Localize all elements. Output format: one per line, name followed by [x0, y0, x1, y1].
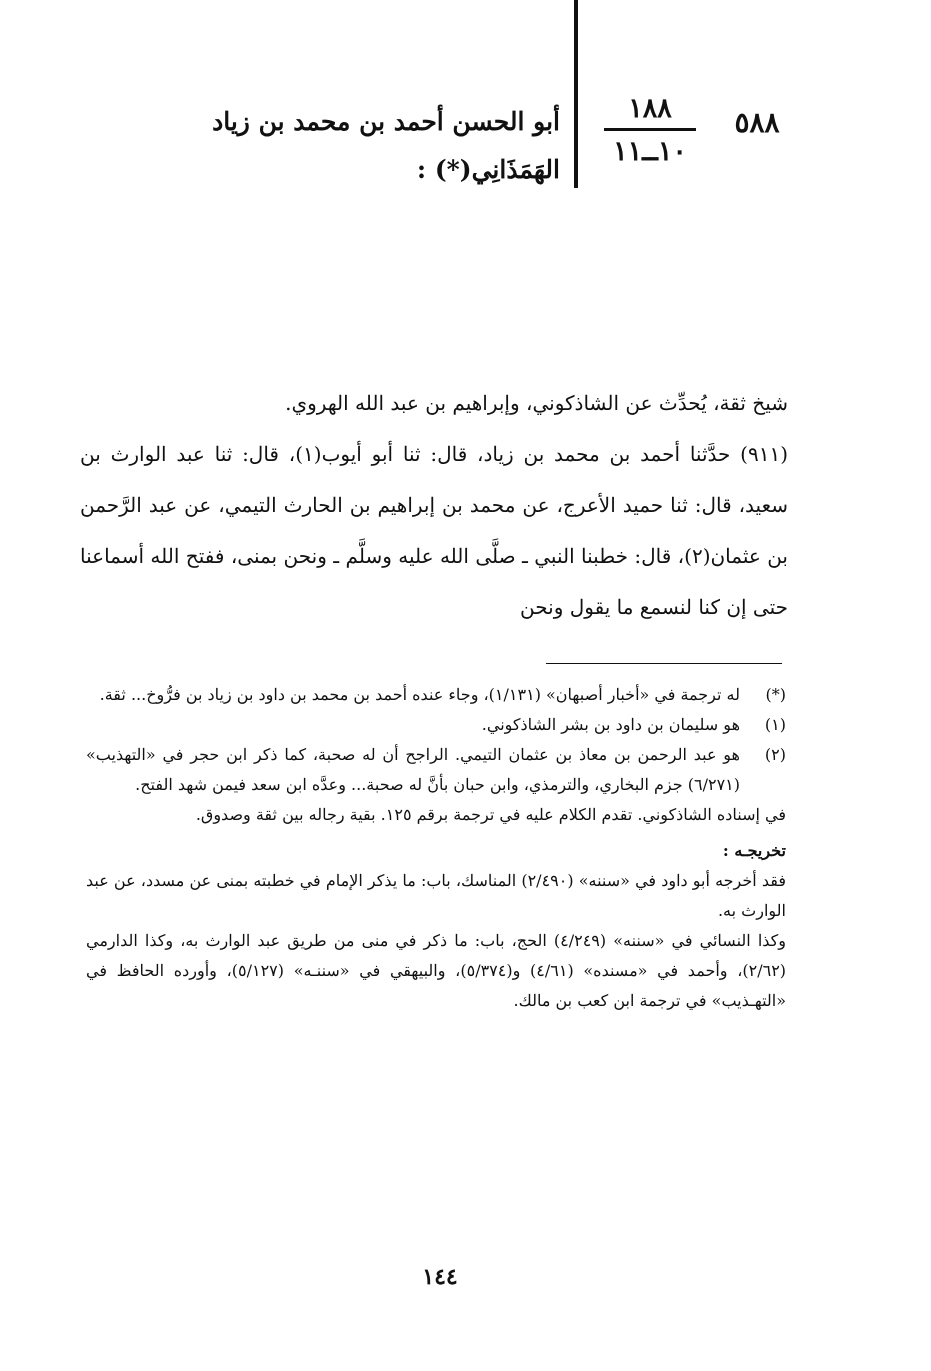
footnote-item — [86, 710, 786, 740]
takhrij-paragraph-1: فقد أخرجه أبو داود في «سننه» (٢/٤٩٠) المناسك، باب: ما يذكر الإمام في خطبته بمنى عن مسدد، عن عبد الوارث به. — [86, 871, 786, 920]
fraction-top: ١٨٨ — [628, 93, 672, 124]
main-text — [80, 378, 788, 633]
footnote-mark: (٢) — [764, 745, 786, 764]
takhrij-heading: تخريجـه : — [722, 841, 786, 860]
entry-number: ٥٨٨ — [734, 106, 780, 139]
entry-title — [180, 98, 560, 194]
intro-paragraph: شيخ ثقة، يُحدِّث عن الشاذكوني، وإبراهيم بن عبد الله الهروي. — [285, 391, 788, 415]
footnotes — [86, 680, 786, 1016]
footnote-item — [86, 680, 786, 710]
takhrij-paragraph-2: وكذا النسائي في «سننه» (٤/٢٤٩) الحج، باب: ما ذكر في منى من طريق عبد الوارث به، وكذا الدارمي (٢/٦٢)، وأحمد في «مسنده» (٤/٦١) و(٥/٣٧٤)، والبيهقي في «سننـه» (٥/١٢٧)، وأورده الحافظ في «التهـذيب» في ترجمة ابن كعب بن مالك. — [86, 931, 787, 1010]
footnote-mark: (١) — [764, 715, 786, 734]
entry-fraction — [596, 92, 704, 169]
title-line-1: أبو الحسن أحمد بن محمد بن زياد — [212, 107, 560, 136]
footnote-text: هو عبد الرحمن بن معاذ بن عثمان التيمي. الراجح أن له صحبة، كما ذكر ابن حجر في «التهذيب» (٦/٢٧١) جزم البخاري، والترمذي، وابن حبان بأنَّ له صحبة... وعدَّه ابن سعد فيمن شهد الفتح. — [86, 745, 740, 794]
header-divider — [574, 0, 578, 188]
hadith-paragraph: (٩١١) حدَّثنا أحمد بن محمد بن زياد، قال: ثنا أبو أيوب(١)، قال: ثنا عبد الوارث بن سعيد، قال: ثنا حميد الأعرج، عن محمد بن إبراهيم بن الحارث التيمي، عن عبد الرَّحمن بن عثمان(٢)، قال: خطبنا النبي ـ صلَّى الله عليه وسلَّم ـ ونحن بمنى، ففتح الله أسماعنا حتى إن كنا لنسمع ما يقول ونحن — [80, 442, 788, 619]
footnote-rule — [546, 663, 782, 664]
page-number: ١٤٤ — [422, 1264, 458, 1290]
isnad-note: في إسناده الشاذكوني. تقدم الكلام عليه في ترجمة برقم ١٢٥. بقية رجاله بين ثقة وصدوق. — [195, 805, 786, 824]
footnote-text: هو سليمان بن داود بن بشر الشاذكوني. — [481, 715, 740, 734]
title-line-2: الهَمَذَانِي(*) : — [416, 155, 560, 184]
footnote-text: له ترجمة في «أخبار أصبهان» (١/١٣١)، وجاء عنده أحمد بن محمد بن داود بن زياد بن فرُّوخ... ثقة. — [99, 685, 740, 704]
footnote-mark: (*) — [765, 685, 786, 704]
footnote-item — [86, 740, 786, 800]
fraction-bar — [604, 128, 696, 131]
fraction-bottom: ١٠ــ١١ — [613, 136, 687, 167]
